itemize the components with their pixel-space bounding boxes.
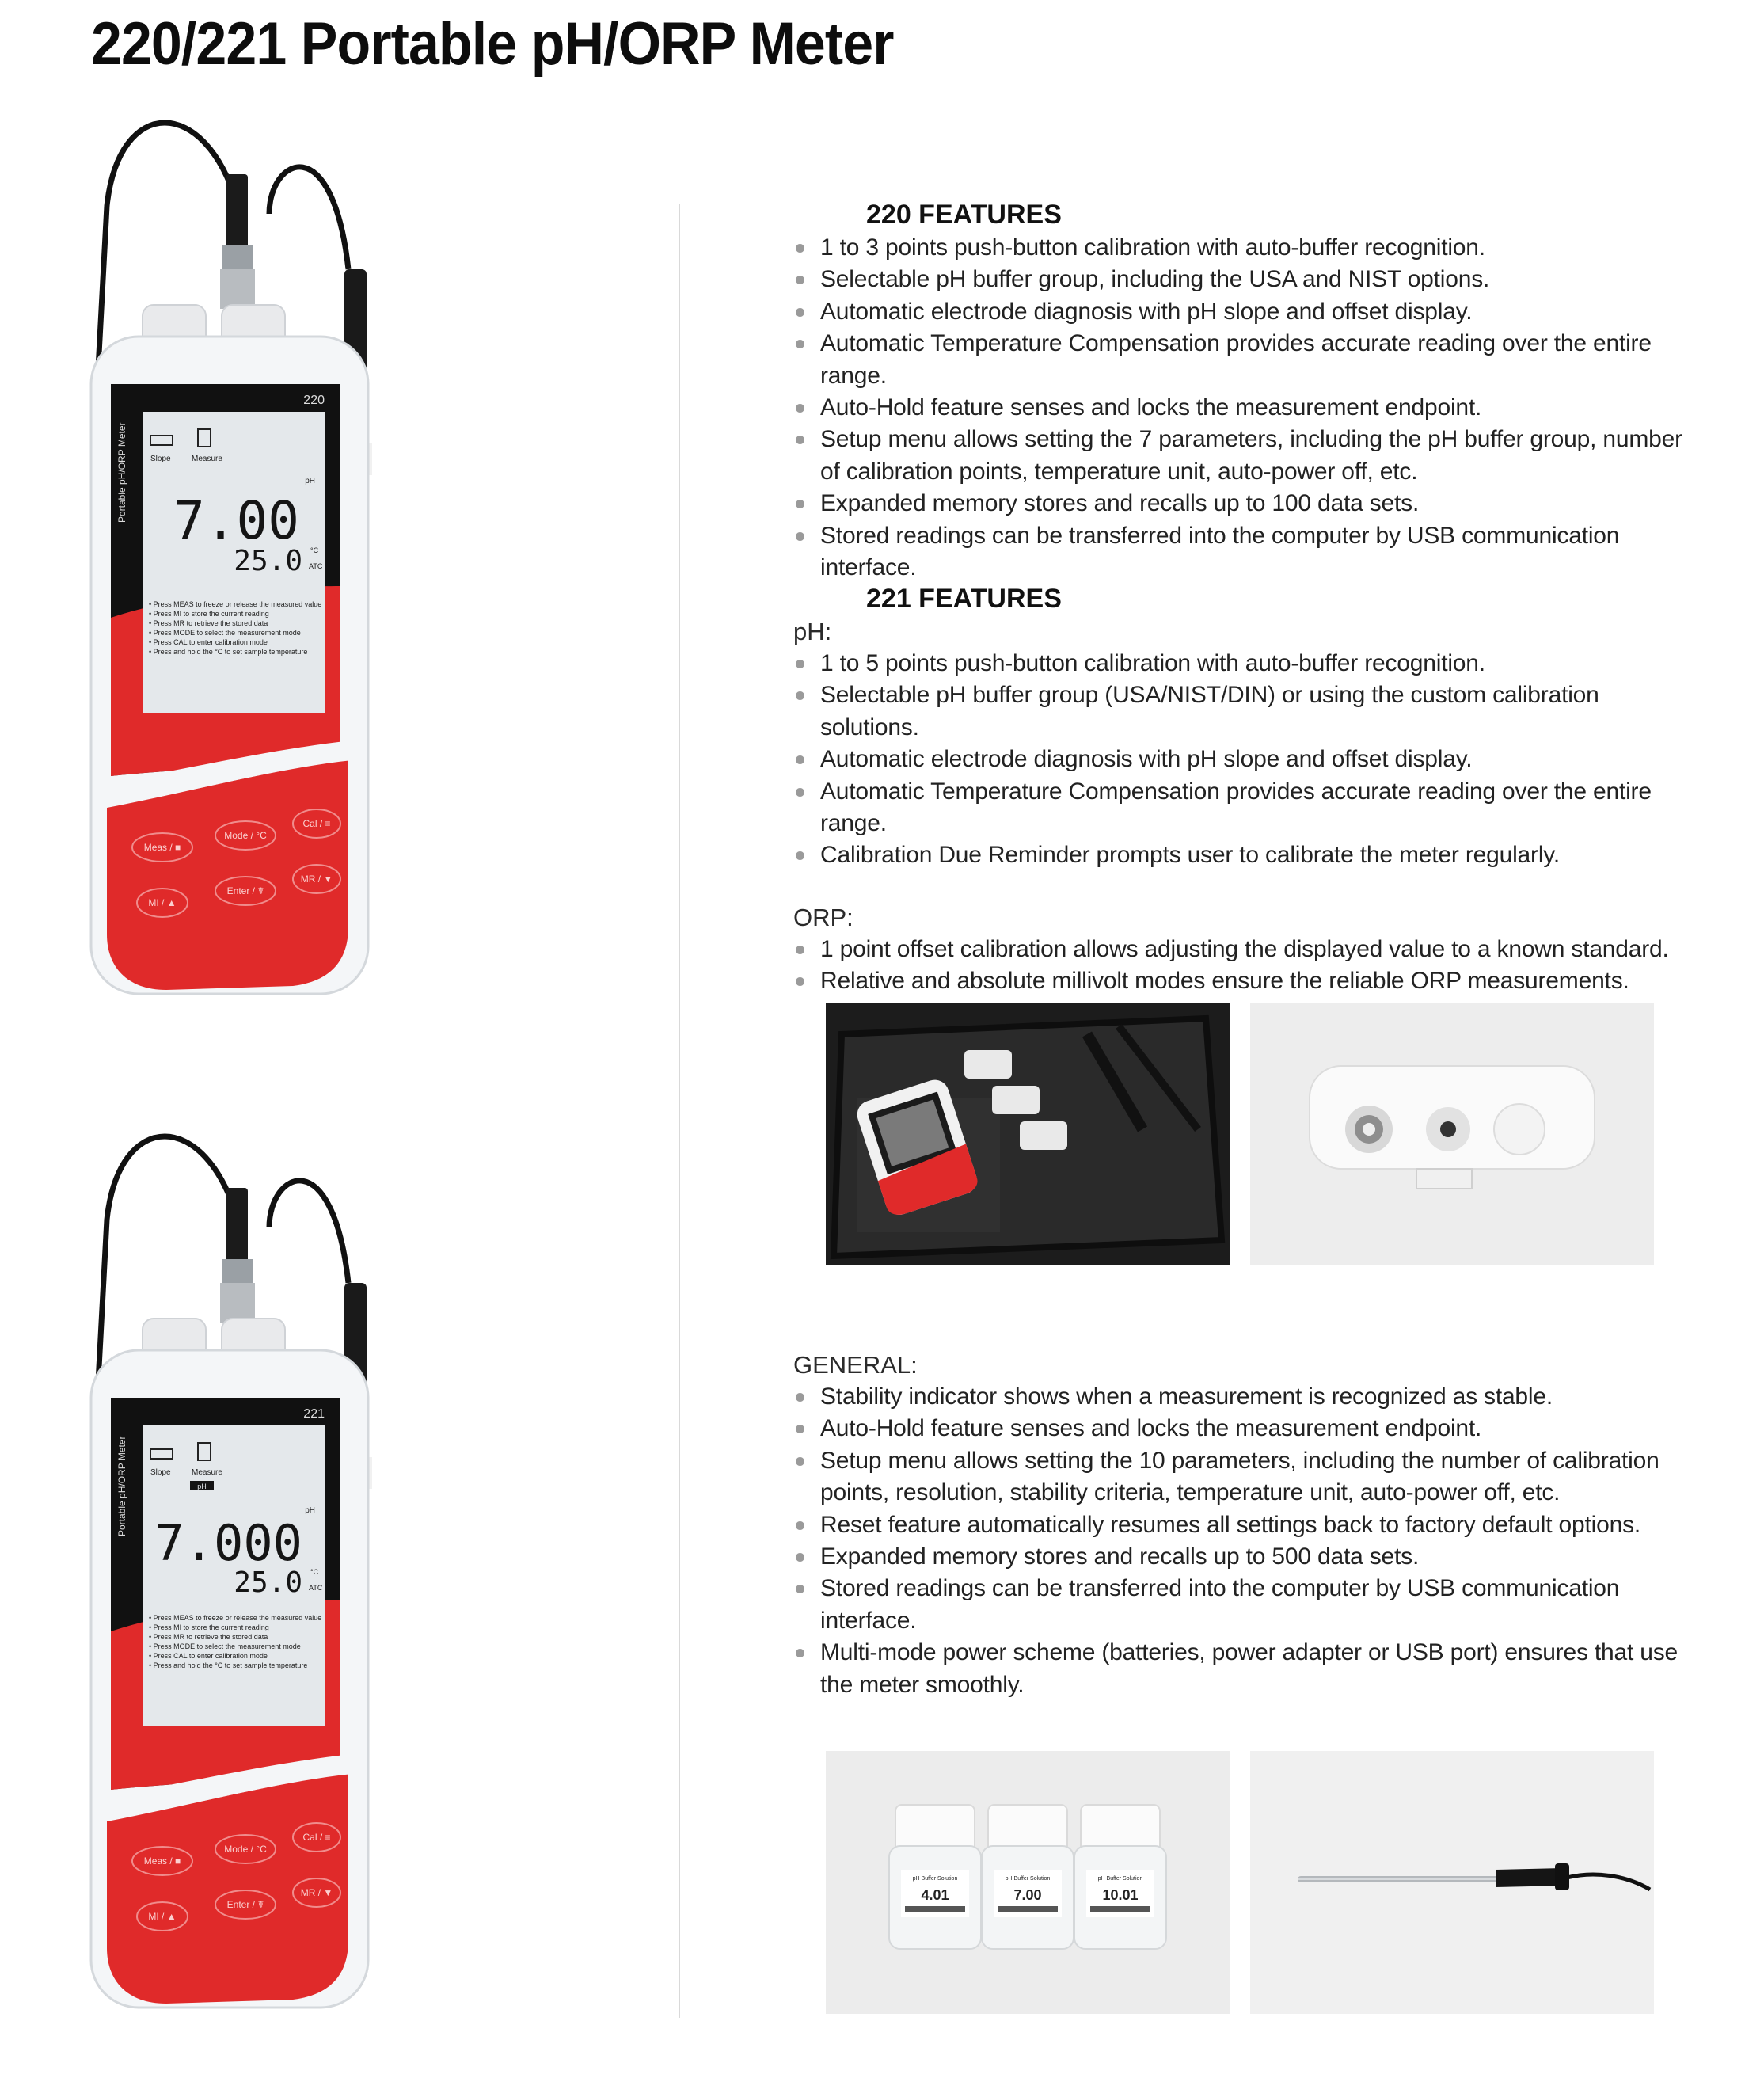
features-221-orp-list (793, 934, 1696, 998)
list-item: Stored readings can be transferred into the computer by USB communication interface. (793, 520, 1696, 584)
list-item: Multi-mode power scheme (batteries, power adapter or USB port) ensures that use the meter smoothly. (793, 1637, 1696, 1701)
lcd-instruction: • Press MI to store the current reading (149, 1623, 269, 1631)
features-220-list (793, 232, 1696, 584)
meter-button-label: MR / ▼ (300, 873, 333, 885)
lcd-slope-label: Slope (150, 1468, 171, 1477)
lcd-instruction: • Press and hold the °C to set sample temperature (149, 1661, 308, 1669)
lcd-instruction: • Press MODE to select the measurement mode (149, 629, 301, 637)
meter-221-model: 221 (303, 1407, 325, 1421)
list-item: Setup menu allows setting the 7 parameters, including the pH buffer group, number of calibration points, temperature unit, auto-power off, etc. (793, 424, 1696, 488)
list-item: Stability indicator shows when a measurement is recognized as stable. (793, 1381, 1696, 1413)
bottle-value: 4.01 (921, 1887, 949, 1903)
bottle-value: 7.00 (1013, 1887, 1042, 1903)
list-item: 1 point offset calibration allows adjusting the displayed value to a known standard. (793, 934, 1696, 965)
list-item: 1 to 5 points push-button calibration with auto-buffer recognition. (793, 648, 1696, 679)
lcd-temperature: 25.0 (234, 545, 302, 577)
meter-button-label: MI / ▲ (148, 1911, 177, 1922)
meter-button-label: Mode / °C (224, 1844, 267, 1855)
meter-220-image (87, 111, 483, 1014)
features-220-heading: 220 FEATURES (866, 200, 1062, 230)
list-item: Expanded memory stores and recalls up to 100 data sets. (793, 488, 1696, 520)
lcd-instruction: • Press CAL to enter calibration mode (149, 638, 268, 646)
bottle-label: pH Buffer Solution (1097, 1876, 1143, 1882)
lcd-instruction: • Press CAL to enter calibration mode (149, 1652, 268, 1660)
general-section (793, 1349, 1696, 1701)
list-item: Selectable pH buffer group (USA/NIST/DIN) or using the custom calibration solutions. (793, 679, 1696, 744)
list-item: Expanded memory stores and recalls up to 500 data sets. (793, 1541, 1696, 1573)
meter-button-label: Mode / °C (224, 830, 267, 841)
lcd-atc: ATC (309, 1584, 323, 1592)
list-item: Setup menu allows setting the 10 parameters, including the number of calibration points, resolution, stability criteria, temperature unit, auto-power off, etc. (793, 1445, 1696, 1509)
meter-button-label: Cal / ≡ (302, 818, 331, 829)
lcd-instruction: • Press and hold the °C to set sample temperature (149, 648, 308, 656)
lcd-temp-unit: °C (310, 546, 319, 554)
buffer-solutions-photo (826, 1751, 1230, 2014)
features-221-ph-list (793, 648, 1696, 872)
bottle-label: pH Buffer Solution (912, 1876, 958, 1882)
lcd-reading: 7.00 (173, 490, 299, 551)
meter-220-model: 220 (303, 394, 325, 407)
meter-221-side-label: Portable pH/ORP Meter (116, 1436, 127, 1536)
list-item: 1 to 3 points push-button calibration with auto-buffer recognition. (793, 232, 1696, 264)
features-220-section (793, 197, 1696, 584)
list-item: Stored readings can be transferred into the computer by USB communication interface. (793, 1573, 1696, 1637)
meter-220-side-label: Portable pH/ORP Meter (116, 422, 127, 523)
lcd-temp-unit: °C (310, 1568, 319, 1576)
column-divider (679, 204, 680, 2018)
lcd-instruction: • Press MEAS to freeze or release the measured value (149, 1614, 322, 1622)
list-item: Relative and absolute millivolt modes ensure the reliable ORP measurements. (793, 965, 1696, 997)
meter-button-label: MR / ▼ (300, 1887, 333, 1898)
lcd-unit: pH (305, 477, 315, 485)
lcd-instruction: • Press MR to retrieve the stored data (149, 1633, 268, 1641)
lcd-instruction: • Press MI to store the current reading (149, 610, 269, 618)
lcd-slope-label: Slope (150, 455, 171, 463)
bottle-value: 10.01 (1102, 1887, 1139, 1903)
meter-221-image (87, 1125, 483, 2027)
features-221-section (793, 581, 1696, 998)
list-item: Auto-Hold feature senses and locks the measurement endpoint. (793, 392, 1696, 424)
list-item: Automatic electrode diagnosis with pH slope and offset display. (793, 296, 1696, 328)
connector-ports-photo (1250, 1003, 1654, 1265)
general-list (793, 1381, 1696, 1701)
lcd-instruction: • Press MODE to select the measurement mode (149, 1642, 301, 1650)
lcd-temperature: 25.0 (234, 1566, 302, 1599)
list-item: Selectable pH buffer group, including the USA and NIST options. (793, 264, 1696, 295)
features-221-heading: 221 FEATURES (866, 584, 1062, 614)
meter-button-label: Meas / ■ (143, 842, 181, 853)
ph-label: pH: (793, 618, 832, 645)
orp-label: ORP: (793, 903, 853, 931)
list-item: Reset feature automatically resumes all settings back to factory default options. (793, 1509, 1696, 1541)
meter-button-label: Enter / ☤ (226, 885, 264, 896)
list-item: Calibration Due Reminder prompts user to calibrate the meter regularly. (793, 839, 1696, 871)
meter-button-label: Meas / ■ (143, 1855, 181, 1867)
lcd-instruction: • Press MR to retrieve the stored data (149, 619, 268, 627)
list-item: Automatic Temperature Compensation provides accurate reading over the entire range. (793, 328, 1696, 392)
carry-case-photo (826, 1003, 1230, 1265)
lcd-measure-label: Measure (192, 1468, 222, 1477)
bottle-label: pH Buffer Solution (1005, 1876, 1051, 1882)
meter-button-label: Enter / ☤ (226, 1899, 264, 1910)
list-item: Auto-Hold feature senses and locks the measurement endpoint. (793, 1413, 1696, 1444)
lcd-unit: pH (305, 1506, 315, 1515)
meter-button-label: Cal / ≡ (302, 1832, 331, 1843)
lcd-reading: 7.000 (154, 1514, 302, 1572)
meter-button-label: MI / ▲ (148, 897, 177, 908)
temperature-probe-photo (1250, 1751, 1654, 2014)
lcd-atc: ATC (309, 562, 323, 570)
lcd-instruction: • Press MEAS to freeze or release the measured value (149, 600, 322, 608)
page-title: 220/221 Portable pH/ORP Meter (91, 10, 894, 78)
list-item: Automatic electrode diagnosis with pH slope and offset display. (793, 744, 1696, 775)
general-label: GENERAL: (793, 1351, 918, 1379)
list-item: Automatic Temperature Compensation provides accurate reading over the entire range. (793, 776, 1696, 840)
lcd-mode-tag: pH (197, 1482, 207, 1490)
lcd-measure-label: Measure (192, 455, 222, 463)
